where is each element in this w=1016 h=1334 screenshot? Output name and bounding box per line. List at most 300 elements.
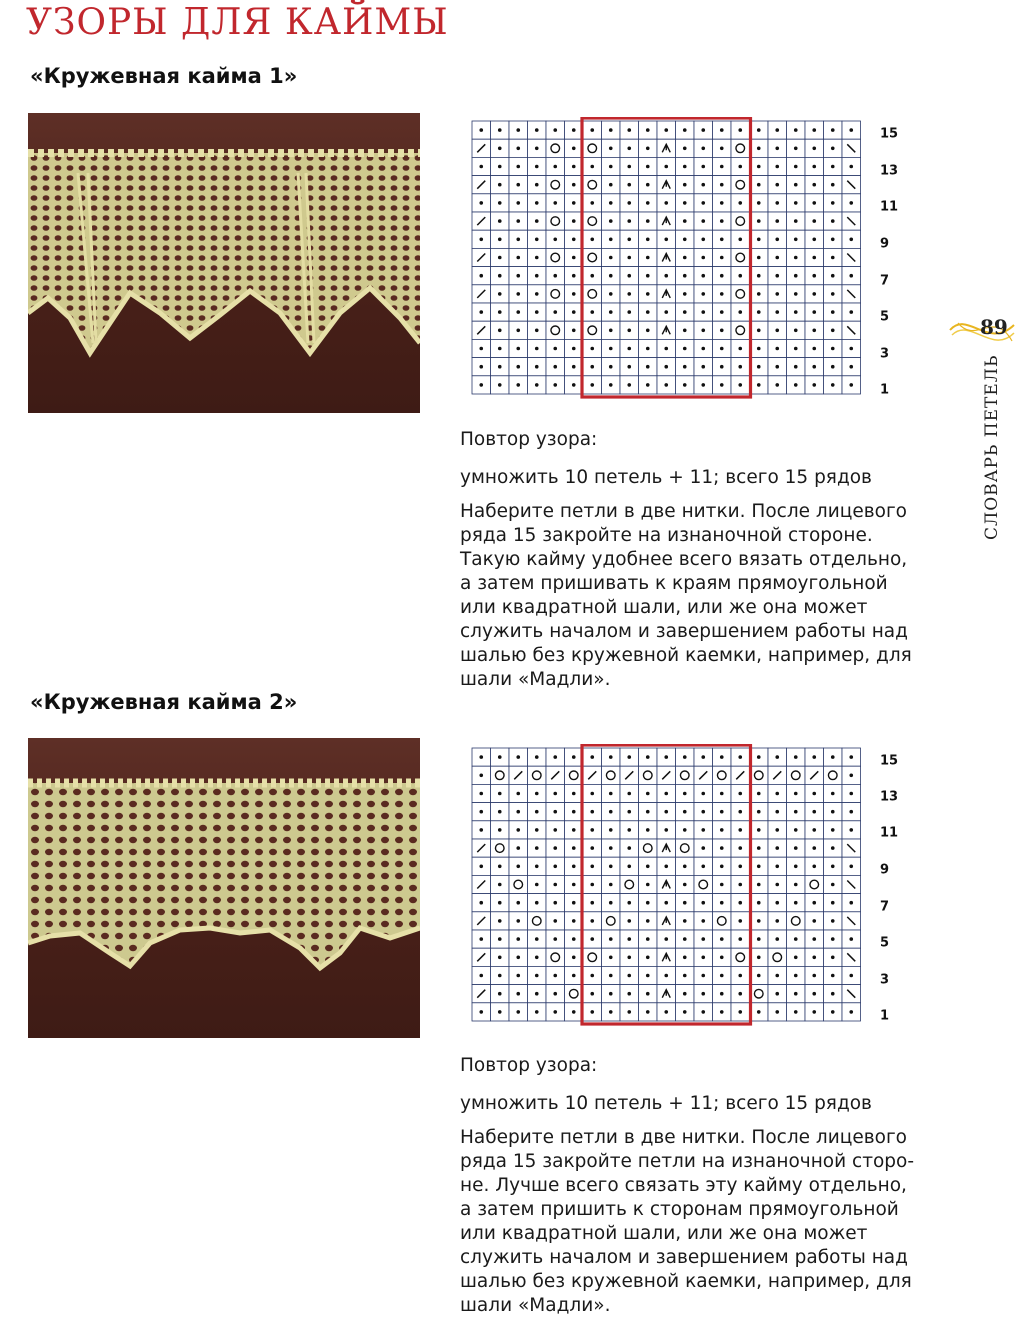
purl-dot-icon — [646, 937, 650, 941]
purl-dot-icon — [609, 347, 613, 351]
purl-dot-icon — [757, 956, 761, 960]
purl-dot-icon — [535, 383, 539, 387]
purl-dot-icon — [812, 828, 816, 832]
purl-dot-icon — [609, 292, 613, 296]
purl-dot-icon — [609, 365, 613, 369]
purl-dot-icon — [831, 937, 835, 941]
purl-dot-icon — [498, 165, 502, 169]
purl-dot-icon — [775, 274, 779, 278]
page-number: 89 — [980, 315, 1008, 339]
purl-dot-icon — [683, 219, 687, 223]
purl-dot-icon — [609, 810, 613, 814]
purl-dot-icon — [831, 956, 835, 960]
purl-dot-icon — [812, 919, 816, 923]
purl-dot-icon — [516, 274, 520, 278]
purl-dot-icon — [572, 147, 576, 151]
purl-dot-icon — [831, 1010, 835, 1014]
purl-dot-icon — [738, 919, 742, 923]
purl-dot-icon — [794, 846, 798, 850]
purl-dot-icon — [720, 828, 724, 832]
purl-dot-icon — [646, 165, 650, 169]
purl-dot-icon — [683, 238, 687, 242]
purl-dot-icon — [775, 919, 779, 923]
purl-dot-icon — [479, 347, 483, 351]
purl-dot-icon — [516, 919, 520, 923]
purl-dot-icon — [812, 165, 816, 169]
purl-dot-icon — [812, 238, 816, 242]
purl-dot-icon — [757, 347, 761, 351]
purl-dot-icon — [572, 201, 576, 205]
purl-dot-icon — [646, 792, 650, 796]
purl-dot-icon — [720, 201, 724, 205]
purl-dot-icon — [664, 347, 668, 351]
purl-dot-icon — [683, 974, 687, 978]
purl-dot-icon — [757, 256, 761, 260]
purl-dot-icon — [757, 383, 761, 387]
purl-dot-icon — [831, 329, 835, 333]
chart-cell — [583, 948, 602, 966]
purl-dot-icon — [498, 901, 502, 905]
purl-dot-icon — [831, 165, 835, 169]
purl-dot-icon — [498, 219, 502, 223]
instruction-line: шали «Мадли». — [460, 1295, 611, 1316]
purl-dot-icon — [553, 755, 557, 759]
purl-dot-icon — [572, 755, 576, 759]
chart-grid-1 — [470, 117, 862, 399]
purl-dot-icon — [516, 1010, 520, 1014]
purl-dot-icon — [646, 828, 650, 832]
row-label: 1 — [880, 382, 890, 398]
purl-dot-icon — [757, 128, 761, 132]
purl-dot-icon — [794, 256, 798, 260]
purl-dot-icon — [831, 810, 835, 814]
row-label: 3 — [880, 346, 890, 362]
repeat-title: Повтор узора: — [460, 1055, 598, 1076]
purl-dot-icon — [757, 165, 761, 169]
purl-dot-icon — [627, 183, 631, 187]
purl-dot-icon — [849, 901, 853, 905]
purl-dot-icon — [794, 792, 798, 796]
purl-dot-icon — [831, 865, 835, 869]
purl-dot-icon — [720, 219, 724, 223]
purl-dot-icon — [646, 128, 650, 132]
purl-dot-icon — [572, 865, 576, 869]
page-title: УЗОРЫ ДЛЯ КАЙМЫ — [26, 2, 449, 43]
purl-dot-icon — [535, 165, 539, 169]
purl-dot-icon — [664, 274, 668, 278]
purl-dot-icon — [609, 183, 613, 187]
purl-dot-icon — [627, 383, 631, 387]
purl-dot-icon — [757, 310, 761, 314]
purl-dot-icon — [609, 256, 613, 260]
purl-dot-icon — [664, 201, 668, 205]
purl-dot-icon — [498, 128, 502, 132]
purl-dot-icon — [590, 992, 594, 996]
purl-dot-icon — [627, 310, 631, 314]
chart-cell — [583, 212, 602, 230]
purl-dot-icon — [590, 201, 594, 205]
chart-cell — [676, 766, 695, 784]
purl-dot-icon — [794, 128, 798, 132]
section-title-1: «Кружевная кайма 1» — [30, 64, 298, 88]
purl-dot-icon — [701, 865, 705, 869]
purl-dot-icon — [535, 937, 539, 941]
purl-dot-icon — [831, 974, 835, 978]
instruction-line: служить началом и завершением работы над — [460, 621, 908, 642]
purl-dot-icon — [683, 937, 687, 941]
purl-dot-icon — [590, 238, 594, 242]
purl-dot-icon — [498, 974, 502, 978]
purl-dot-icon — [572, 846, 576, 850]
chart-cell — [546, 212, 565, 230]
purl-dot-icon — [794, 238, 798, 242]
row-label: 5 — [880, 935, 890, 951]
purl-dot-icon — [572, 310, 576, 314]
purl-dot-icon — [775, 347, 779, 351]
purl-dot-icon — [516, 183, 520, 187]
purl-dot-icon — [516, 256, 520, 260]
purl-dot-icon — [479, 937, 483, 941]
purl-dot-icon — [609, 755, 613, 759]
purl-dot-icon — [794, 365, 798, 369]
purl-dot-icon — [664, 792, 668, 796]
purl-dot-icon — [627, 992, 631, 996]
purl-dot-icon — [627, 901, 631, 905]
purl-dot-icon — [738, 992, 742, 996]
purl-dot-icon — [849, 865, 853, 869]
purl-dot-icon — [627, 937, 631, 941]
purl-dot-icon — [738, 128, 742, 132]
purl-dot-icon — [664, 810, 668, 814]
purl-dot-icon — [775, 201, 779, 205]
purl-dot-icon — [627, 865, 631, 869]
purl-dot-icon — [627, 810, 631, 814]
chart-cell — [583, 321, 602, 339]
purl-dot-icon — [794, 865, 798, 869]
purl-dot-icon — [535, 292, 539, 296]
chart-cell — [546, 248, 565, 266]
purl-dot-icon — [553, 828, 557, 832]
knitting-chart-1 — [470, 117, 862, 397]
purl-dot-icon — [812, 810, 816, 814]
purl-dot-icon — [553, 974, 557, 978]
purl-dot-icon — [498, 1010, 502, 1014]
purl-dot-icon — [812, 901, 816, 905]
purl-dot-icon — [683, 183, 687, 187]
purl-dot-icon — [646, 201, 650, 205]
purl-dot-icon — [646, 292, 650, 296]
purl-dot-icon — [535, 238, 539, 242]
purl-dot-icon — [479, 755, 483, 759]
purl-dot-icon — [757, 292, 761, 296]
chart-cell — [731, 212, 750, 230]
purl-dot-icon — [812, 792, 816, 796]
purl-dot-icon — [572, 365, 576, 369]
section-title-2: «Кружевная кайма 2» — [30, 690, 298, 714]
purl-dot-icon — [609, 147, 613, 151]
purl-dot-icon — [590, 310, 594, 314]
purl-dot-icon — [701, 183, 705, 187]
purl-dot-icon — [553, 883, 557, 887]
instruction-line: или квадратной шали, или же она может — [460, 1223, 868, 1244]
purl-dot-icon — [664, 865, 668, 869]
lace-edging-image-1 — [28, 113, 420, 413]
purl-dot-icon — [738, 828, 742, 832]
purl-dot-icon — [849, 755, 853, 759]
purl-dot-icon — [849, 310, 853, 314]
purl-dot-icon — [553, 1010, 557, 1014]
purl-dot-icon — [553, 810, 557, 814]
purl-dot-icon — [609, 828, 613, 832]
purl-dot-icon — [701, 383, 705, 387]
chart-cell — [787, 912, 806, 930]
purl-dot-icon — [720, 292, 724, 296]
purl-dot-icon — [794, 901, 798, 905]
instruction-line: ряда 15 закройте петли на изнаночной сторо- — [460, 1151, 915, 1172]
chart-cell — [565, 985, 584, 1003]
purl-dot-icon — [498, 147, 502, 151]
purl-dot-icon — [572, 238, 576, 242]
purl-dot-icon — [738, 755, 742, 759]
purl-dot-icon — [646, 992, 650, 996]
side-tab: СЛОВАРЬ ПЕТЕЛЬ — [982, 354, 1002, 540]
purl-dot-icon — [849, 274, 853, 278]
purl-dot-icon — [535, 865, 539, 869]
purl-dot-icon — [498, 883, 502, 887]
purl-dot-icon — [572, 329, 576, 333]
purl-dot-icon — [590, 919, 594, 923]
purl-dot-icon — [627, 347, 631, 351]
purl-dot-icon — [720, 846, 724, 850]
purl-dot-icon — [812, 147, 816, 151]
purl-dot-icon — [498, 792, 502, 796]
purl-dot-icon — [738, 865, 742, 869]
purl-dot-icon — [646, 274, 650, 278]
purl-dot-icon — [516, 792, 520, 796]
purl-dot-icon — [646, 865, 650, 869]
purl-dot-icon — [794, 883, 798, 887]
purl-dot-icon — [516, 383, 520, 387]
purl-dot-icon — [590, 1010, 594, 1014]
purl-dot-icon — [535, 329, 539, 333]
purl-dot-icon — [535, 310, 539, 314]
purl-dot-icon — [572, 919, 576, 923]
purl-dot-icon — [479, 792, 483, 796]
purl-dot-icon — [701, 347, 705, 351]
chart-grid-2 — [470, 744, 862, 1026]
purl-dot-icon — [757, 238, 761, 242]
purl-dot-icon — [794, 219, 798, 223]
purl-dot-icon — [701, 329, 705, 333]
purl-dot-icon — [683, 865, 687, 869]
purl-dot-icon — [609, 956, 613, 960]
chart-cell — [639, 839, 658, 857]
row-label: 11 — [880, 199, 899, 215]
purl-dot-icon — [627, 828, 631, 832]
chart-cell — [750, 766, 769, 784]
purl-dot-icon — [849, 165, 853, 169]
purl-dot-icon — [498, 828, 502, 832]
chart-cell — [731, 248, 750, 266]
purl-dot-icon — [516, 147, 520, 151]
purl-dot-icon — [535, 183, 539, 187]
purl-dot-icon — [590, 846, 594, 850]
purl-dot-icon — [627, 919, 631, 923]
purl-dot-icon — [775, 128, 779, 132]
purl-dot-icon — [701, 937, 705, 941]
purl-dot-icon — [572, 347, 576, 351]
purl-dot-icon — [683, 883, 687, 887]
purl-dot-icon — [498, 383, 502, 387]
purl-dot-icon — [516, 310, 520, 314]
purl-dot-icon — [831, 828, 835, 832]
purl-dot-icon — [794, 956, 798, 960]
purl-dot-icon — [775, 219, 779, 223]
purl-dot-icon — [775, 292, 779, 296]
purl-dot-icon — [498, 956, 502, 960]
chart-cell — [602, 912, 621, 930]
purl-dot-icon — [572, 165, 576, 169]
purl-dot-icon — [627, 1010, 631, 1014]
purl-dot-icon — [627, 147, 631, 151]
purl-dot-icon — [812, 992, 816, 996]
purl-dot-icon — [498, 810, 502, 814]
purl-dot-icon — [794, 383, 798, 387]
purl-dot-icon — [479, 901, 483, 905]
purl-dot-icon — [498, 292, 502, 296]
purl-dot-icon — [516, 165, 520, 169]
purl-dot-icon — [683, 201, 687, 205]
purl-dot-icon — [720, 329, 724, 333]
chart-cell — [620, 875, 639, 893]
purl-dot-icon — [812, 365, 816, 369]
purl-dot-icon — [664, 310, 668, 314]
purl-dot-icon — [683, 755, 687, 759]
purl-dot-icon — [590, 365, 594, 369]
purl-dot-icon — [683, 310, 687, 314]
purl-dot-icon — [683, 792, 687, 796]
instruction-line: Наберите петли в две нитки. После лицевого — [460, 501, 907, 522]
lace-photo-2 — [28, 738, 420, 1038]
purl-dot-icon — [609, 165, 613, 169]
purl-dot-icon — [775, 755, 779, 759]
purl-dot-icon — [683, 329, 687, 333]
purl-dot-icon — [609, 792, 613, 796]
purl-dot-icon — [516, 219, 520, 223]
purl-dot-icon — [849, 828, 853, 832]
purl-dot-icon — [516, 365, 520, 369]
purl-dot-icon — [479, 865, 483, 869]
purl-dot-icon — [738, 901, 742, 905]
chart-cell — [546, 948, 565, 966]
purl-dot-icon — [720, 956, 724, 960]
purl-dot-icon — [794, 310, 798, 314]
chart-cell — [546, 176, 565, 194]
pattern-description-1 — [460, 428, 960, 692]
purl-dot-icon — [609, 974, 613, 978]
purl-dot-icon — [720, 147, 724, 151]
instruction-line: ряда 15 закройте на изнаночной стороне. — [460, 525, 873, 546]
pattern-description-2 — [460, 1054, 960, 1318]
purl-dot-icon — [627, 956, 631, 960]
purl-dot-icon — [572, 274, 576, 278]
purl-dot-icon — [720, 256, 724, 260]
chart-cell — [639, 766, 658, 784]
purl-dot-icon — [609, 846, 613, 850]
purl-dot-icon — [738, 810, 742, 814]
purl-dot-icon — [498, 256, 502, 260]
purl-dot-icon — [720, 238, 724, 242]
purl-dot-icon — [479, 310, 483, 314]
purl-dot-icon — [627, 292, 631, 296]
chart-cell — [583, 176, 602, 194]
purl-dot-icon — [590, 383, 594, 387]
row-label: 1 — [880, 1008, 890, 1024]
chart-cell — [546, 285, 565, 303]
purl-dot-icon — [609, 901, 613, 905]
purl-dot-icon — [812, 128, 816, 132]
purl-dot-icon — [627, 274, 631, 278]
purl-dot-icon — [590, 974, 594, 978]
purl-dot-icon — [831, 792, 835, 796]
purl-dot-icon — [831, 365, 835, 369]
purl-dot-icon — [849, 810, 853, 814]
purl-dot-icon — [516, 865, 520, 869]
chart-cell — [491, 766, 510, 784]
purl-dot-icon — [683, 147, 687, 151]
purl-dot-icon — [738, 347, 742, 351]
instruction-line: а затем пришивать к краям прямоугольной — [460, 573, 888, 594]
purl-dot-icon — [572, 901, 576, 905]
purl-dot-icon — [572, 883, 576, 887]
purl-dot-icon — [701, 956, 705, 960]
purl-dot-icon — [590, 810, 594, 814]
purl-dot-icon — [479, 1010, 483, 1014]
purl-dot-icon — [479, 974, 483, 978]
purl-dot-icon — [757, 755, 761, 759]
purl-dot-icon — [738, 974, 742, 978]
purl-dot-icon — [812, 383, 816, 387]
chart-cell — [713, 766, 732, 784]
purl-dot-icon — [664, 937, 668, 941]
chart-cell — [583, 285, 602, 303]
purl-dot-icon — [516, 901, 520, 905]
purl-dot-icon — [812, 183, 816, 187]
purl-dot-icon — [849, 383, 853, 387]
purl-dot-icon — [794, 329, 798, 333]
purl-dot-icon — [849, 792, 853, 796]
purl-dot-icon — [646, 956, 650, 960]
purl-dot-icon — [627, 755, 631, 759]
purl-dot-icon — [757, 329, 761, 333]
purl-dot-icon — [775, 165, 779, 169]
row-label: 9 — [880, 862, 890, 878]
purl-dot-icon — [516, 810, 520, 814]
purl-dot-icon — [831, 901, 835, 905]
purl-dot-icon — [609, 865, 613, 869]
purl-dot-icon — [849, 974, 853, 978]
purl-dot-icon — [627, 201, 631, 205]
purl-dot-icon — [757, 810, 761, 814]
purl-dot-icon — [516, 974, 520, 978]
purl-dot-icon — [609, 128, 613, 132]
purl-dot-icon — [831, 238, 835, 242]
purl-dot-icon — [664, 1010, 668, 1014]
purl-dot-icon — [535, 347, 539, 351]
purl-dot-icon — [720, 310, 724, 314]
purl-dot-icon — [720, 183, 724, 187]
chart-cell — [528, 912, 547, 930]
